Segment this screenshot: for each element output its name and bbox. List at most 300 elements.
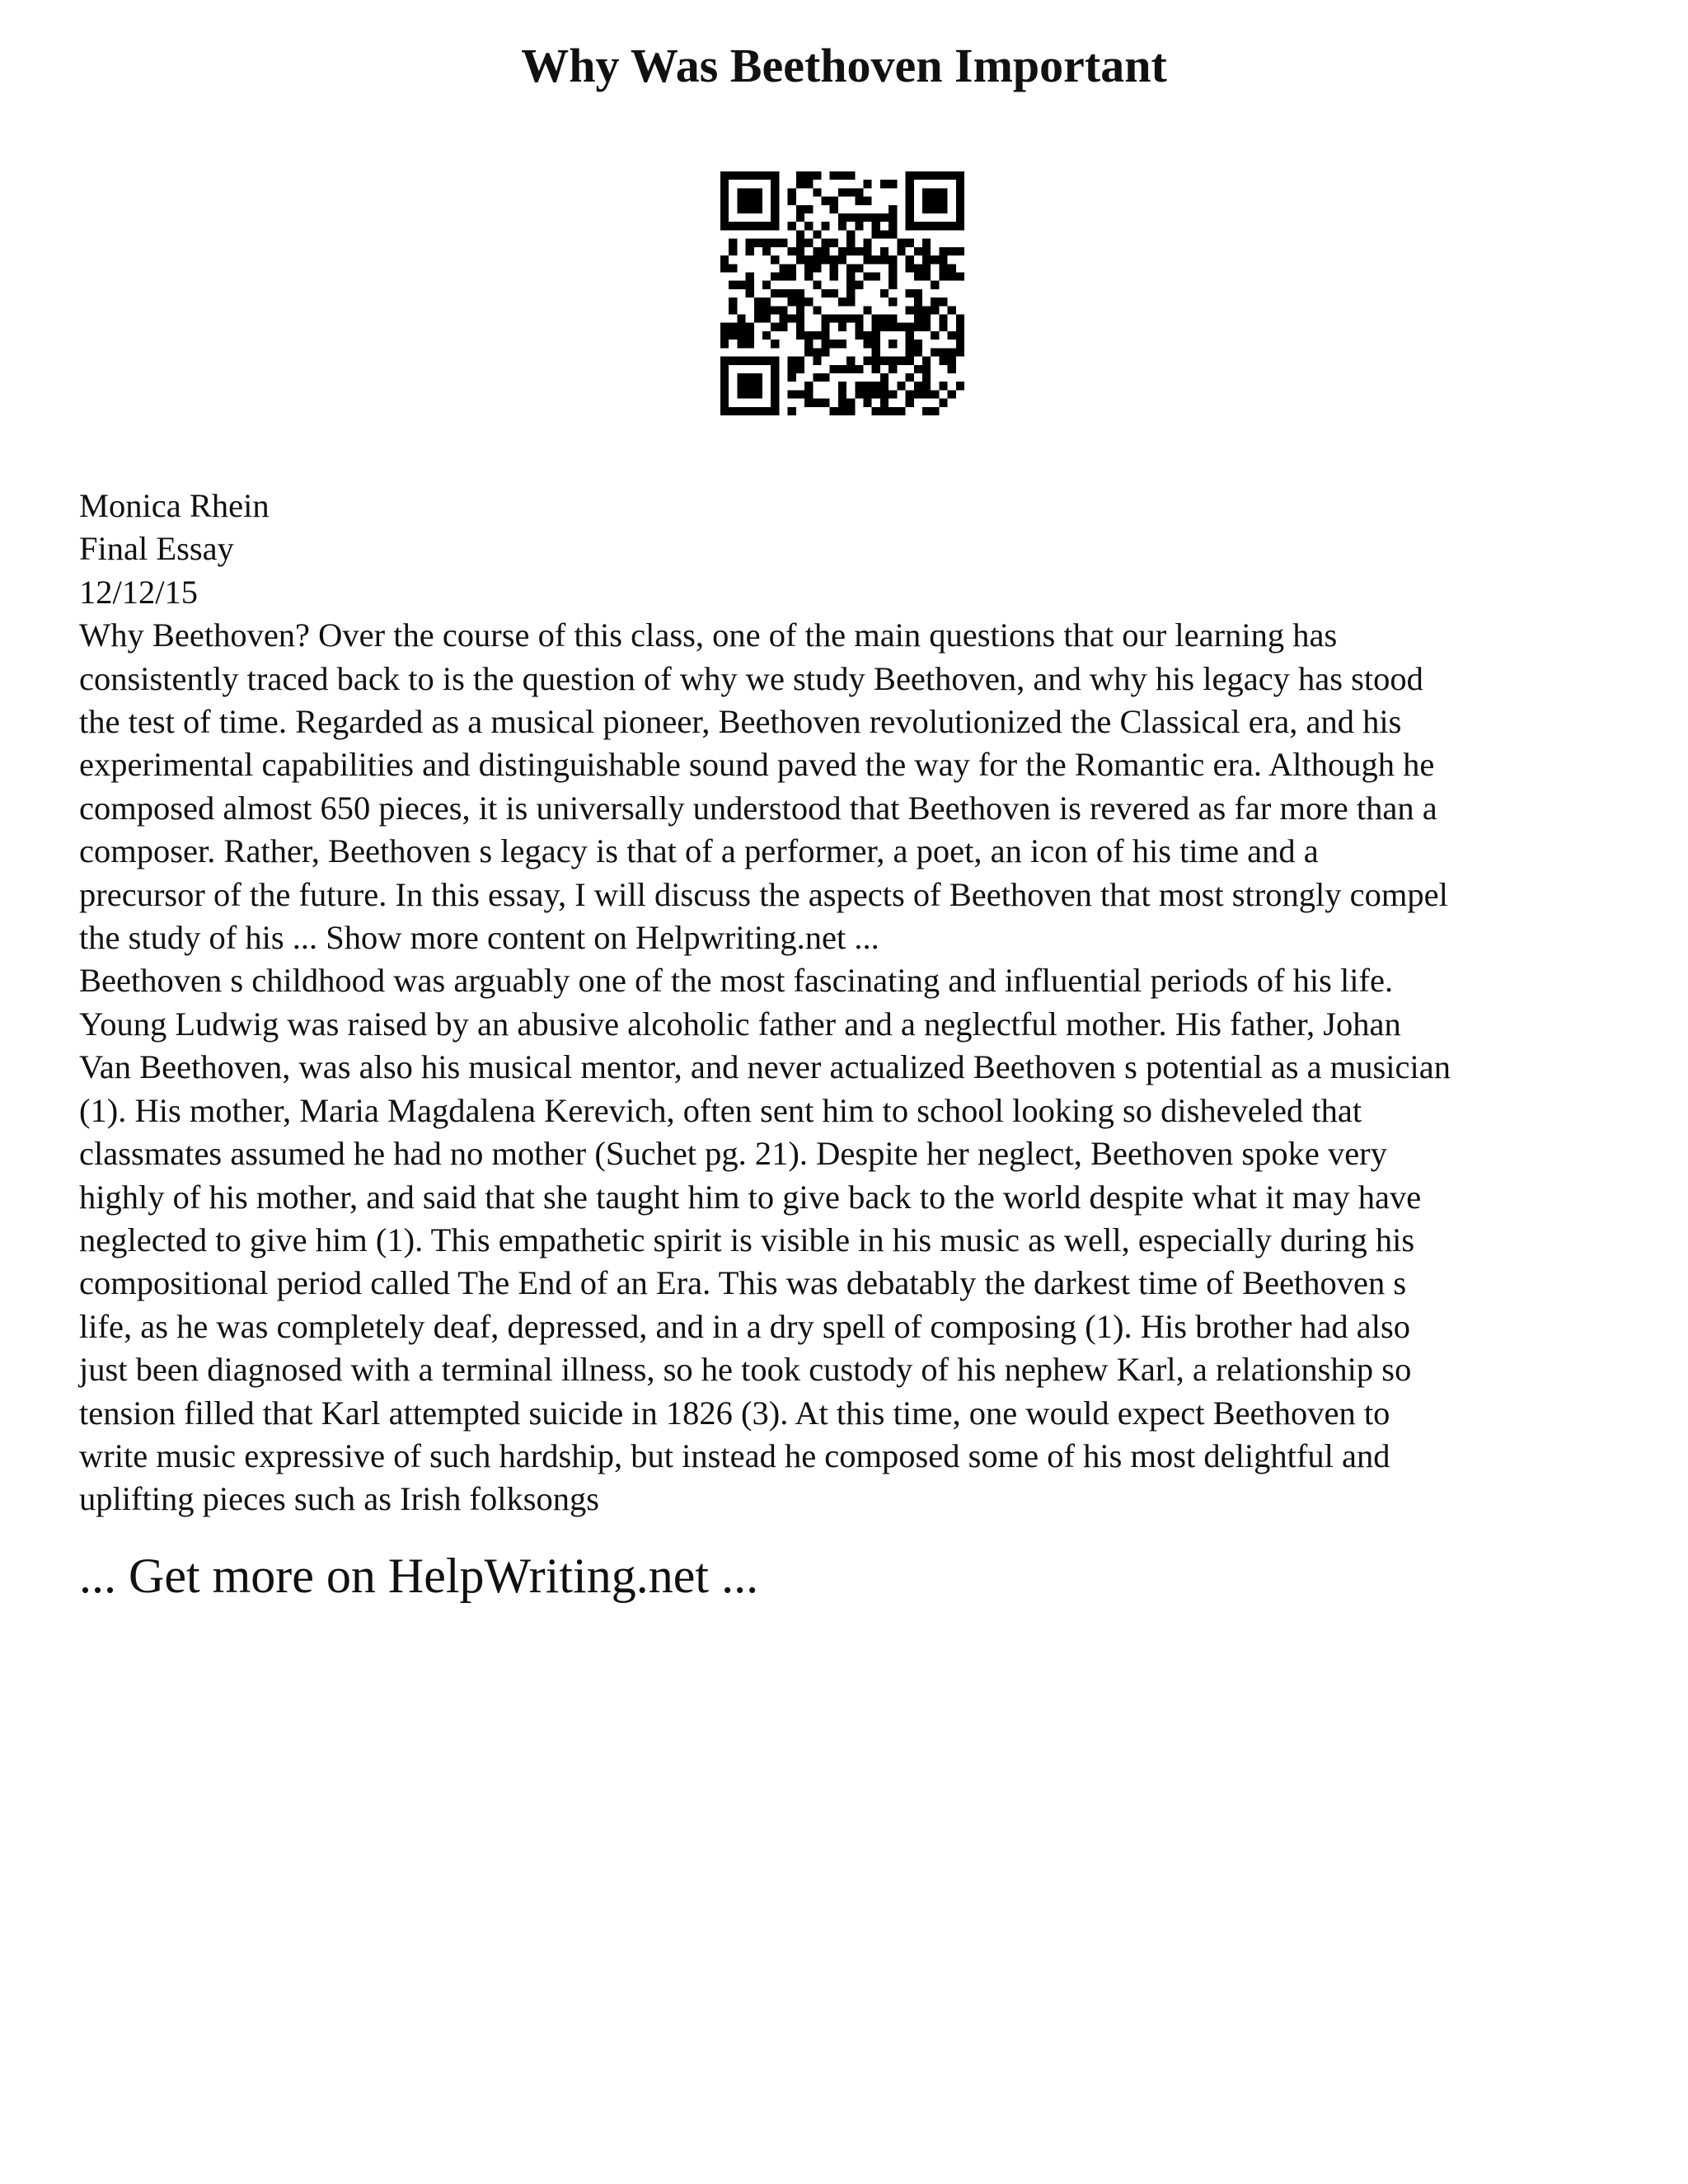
qr-module bbox=[880, 407, 889, 415]
qr-module bbox=[855, 188, 863, 196]
qr-module bbox=[821, 373, 829, 382]
qr-module bbox=[746, 197, 754, 205]
paragraph-2-line: uplifting pieces such as Irish folksongs bbox=[79, 1480, 600, 1518]
qr-module bbox=[906, 171, 914, 180]
qr-module bbox=[788, 390, 796, 398]
qr-module bbox=[737, 222, 745, 230]
qr-module bbox=[804, 171, 813, 180]
qr-module bbox=[830, 197, 838, 205]
qr-module bbox=[796, 306, 804, 314]
qr-module bbox=[914, 289, 922, 298]
author-name: Monica Rhein bbox=[79, 487, 270, 524]
qr-module bbox=[720, 390, 729, 398]
qr-module bbox=[720, 188, 729, 196]
qr-module bbox=[906, 222, 914, 230]
qr-module bbox=[906, 180, 914, 188]
qr-module bbox=[889, 255, 897, 264]
qr-module bbox=[754, 171, 762, 180]
qr-module bbox=[914, 171, 922, 180]
qr-module bbox=[838, 382, 846, 390]
qr-module bbox=[788, 247, 796, 255]
qr-module bbox=[746, 390, 754, 398]
qr-module bbox=[838, 298, 846, 306]
qr-module bbox=[846, 213, 855, 222]
qr-module bbox=[914, 365, 922, 373]
qr-module bbox=[906, 213, 914, 222]
qr-module bbox=[880, 373, 889, 382]
qr-module bbox=[948, 264, 956, 272]
qr-module bbox=[939, 255, 947, 264]
qr-module bbox=[720, 357, 729, 365]
qr-module bbox=[855, 390, 863, 398]
qr-module bbox=[720, 373, 729, 382]
qr-module bbox=[720, 331, 729, 340]
qr-module bbox=[838, 323, 846, 331]
get-more-link[interactable]: ... Get more on HelpWriting.net ... bbox=[79, 1549, 759, 1603]
qr-module bbox=[754, 306, 762, 314]
qr-module bbox=[788, 373, 796, 382]
qr-module bbox=[864, 247, 872, 255]
qr-module bbox=[889, 180, 897, 188]
qr-module bbox=[922, 247, 931, 255]
qr-module bbox=[846, 272, 855, 280]
qr-module bbox=[956, 382, 964, 390]
qr-module bbox=[948, 365, 956, 373]
qr-module bbox=[846, 289, 855, 298]
qr-module bbox=[771, 382, 779, 390]
qr-module bbox=[746, 382, 754, 390]
qr-module bbox=[746, 247, 754, 255]
qr-module bbox=[948, 171, 956, 180]
qr-module bbox=[931, 205, 939, 213]
qr-module bbox=[864, 255, 872, 264]
qr-module bbox=[914, 348, 922, 356]
paragraph-2-line: just been diagnosed with a terminal illness, so he took custody of his nephew Karl, a relationship so bbox=[79, 1351, 1412, 1389]
paragraph-2-line: (1). His mother, Maria Magdalena Kerevich, often sent him to school looking so disheveled that bbox=[79, 1091, 1362, 1129]
qr-module bbox=[771, 222, 779, 230]
qr-module bbox=[864, 180, 872, 188]
qr-module bbox=[939, 298, 947, 306]
qr-module bbox=[754, 197, 762, 205]
qr-module bbox=[872, 390, 880, 398]
qr-module bbox=[914, 272, 922, 280]
qr-module bbox=[804, 348, 813, 356]
qr-module bbox=[939, 323, 947, 331]
paragraph-2-line: highly of his mother, and said that she taught him to give back to the world despite what it may have bbox=[79, 1178, 1422, 1216]
qr-module bbox=[906, 306, 914, 314]
qr-module bbox=[737, 323, 745, 331]
qr-module bbox=[897, 407, 905, 415]
qr-module bbox=[889, 340, 897, 348]
qr-module bbox=[931, 298, 939, 306]
qr-module bbox=[906, 289, 914, 298]
qr-module bbox=[855, 281, 863, 289]
qr-module bbox=[956, 348, 964, 356]
qr-module bbox=[880, 399, 889, 407]
qr-module bbox=[762, 315, 771, 323]
qr-module bbox=[737, 373, 745, 382]
qr-module bbox=[855, 365, 863, 373]
qr-module bbox=[931, 188, 939, 196]
qr-module bbox=[906, 239, 914, 247]
qr-module bbox=[771, 407, 779, 415]
qr-module bbox=[864, 357, 872, 365]
show-more-link[interactable]: the study of his ... Show more content on Helpwriting.net ... bbox=[79, 919, 879, 957]
qr-module bbox=[796, 315, 804, 323]
qr-module bbox=[939, 315, 947, 323]
qr-module bbox=[729, 306, 737, 314]
qr-module bbox=[855, 213, 863, 222]
qr-module bbox=[889, 357, 897, 365]
qr-module bbox=[914, 382, 922, 390]
qr-module bbox=[771, 180, 779, 188]
qr-module bbox=[830, 315, 838, 323]
essay-date: 12/12/15 bbox=[79, 573, 199, 611]
qr-module bbox=[931, 255, 939, 264]
qr-module bbox=[838, 390, 846, 398]
qr-module bbox=[956, 197, 964, 205]
qr-module bbox=[830, 205, 838, 213]
qr-module bbox=[872, 357, 880, 365]
qr-module bbox=[771, 323, 779, 331]
qr-module bbox=[804, 264, 813, 272]
qr-module bbox=[804, 180, 813, 188]
qr-module bbox=[804, 331, 813, 340]
qr-module bbox=[746, 407, 754, 415]
qr-module bbox=[796, 247, 804, 255]
qr-module bbox=[846, 357, 855, 365]
paragraph-1-line: precursor of the future. In this essay, I will discuss the aspects of Beethoven that most strongly compel bbox=[79, 875, 1448, 913]
qr-module bbox=[720, 180, 729, 188]
essay-label: Final Essay bbox=[79, 530, 234, 568]
qr-module bbox=[729, 323, 737, 331]
qr-module bbox=[880, 289, 889, 298]
qr-module bbox=[914, 340, 922, 348]
qr-module bbox=[846, 247, 855, 255]
qr-module bbox=[729, 247, 737, 255]
qr-module bbox=[889, 272, 897, 280]
qr-module bbox=[771, 289, 779, 298]
qr-module bbox=[948, 247, 956, 255]
qr-module bbox=[788, 365, 796, 373]
page-title: Why Was Beethoven Important bbox=[521, 39, 1167, 92]
qr-module bbox=[771, 188, 779, 196]
qr-module bbox=[889, 323, 897, 331]
qr-module bbox=[948, 306, 956, 314]
qr-module bbox=[956, 247, 964, 255]
qr-module bbox=[771, 171, 779, 180]
qr-module bbox=[813, 357, 821, 365]
qr-module bbox=[729, 357, 737, 365]
qr-module bbox=[948, 390, 956, 398]
qr-module bbox=[796, 205, 804, 213]
qr-module bbox=[813, 399, 821, 407]
qr-module bbox=[948, 272, 956, 280]
paragraph-2-line: write music expressive of such hardship, but instead he composed some of his most delightful and bbox=[79, 1436, 1390, 1474]
qr-module bbox=[737, 205, 745, 213]
qr-module bbox=[855, 197, 863, 205]
qr-module bbox=[939, 382, 947, 390]
qr-module bbox=[729, 239, 737, 247]
qr-module bbox=[880, 255, 889, 264]
qr-module bbox=[762, 298, 771, 306]
qr-module bbox=[804, 390, 813, 398]
qr-module bbox=[796, 331, 804, 340]
qr-module bbox=[956, 222, 964, 230]
qr-module bbox=[796, 357, 804, 365]
qr-module bbox=[931, 281, 939, 289]
qr-module bbox=[956, 205, 964, 213]
qr-module bbox=[729, 222, 737, 230]
qr-module bbox=[864, 382, 872, 390]
qr-module bbox=[906, 399, 914, 407]
qr-module bbox=[846, 239, 855, 247]
qr-module bbox=[830, 171, 838, 180]
qr-module bbox=[872, 255, 880, 264]
qr-module bbox=[872, 407, 880, 415]
qr-module bbox=[948, 222, 956, 230]
qr-module bbox=[846, 171, 855, 180]
qr-module bbox=[931, 171, 939, 180]
qr-module bbox=[788, 298, 796, 306]
qr-module bbox=[906, 188, 914, 196]
qr-module bbox=[813, 188, 821, 196]
qr-module bbox=[931, 407, 939, 415]
qr-module bbox=[838, 407, 846, 415]
qr-module bbox=[796, 213, 804, 222]
qr-module bbox=[931, 197, 939, 205]
qr-module bbox=[720, 323, 729, 331]
qr-module bbox=[939, 272, 947, 280]
qr-module bbox=[889, 407, 897, 415]
qr-module bbox=[804, 298, 813, 306]
qr-module bbox=[846, 407, 855, 415]
paragraph-2-line: life, as he was completely deaf, depressed, and in a dry spell of composing (1). His brother had also bbox=[79, 1307, 1411, 1345]
qr-module bbox=[746, 281, 754, 289]
qr-module bbox=[855, 382, 863, 390]
qr-module bbox=[746, 205, 754, 213]
qr-module bbox=[754, 357, 762, 365]
qr-module bbox=[754, 205, 762, 213]
qr-module bbox=[931, 222, 939, 230]
qr-module bbox=[855, 315, 863, 323]
qr-module bbox=[813, 247, 821, 255]
qr-module bbox=[855, 323, 863, 331]
qr-module bbox=[914, 264, 922, 272]
qr-module bbox=[922, 390, 931, 398]
qr-module bbox=[788, 357, 796, 365]
qr-module bbox=[872, 323, 880, 331]
qr-module bbox=[897, 323, 905, 331]
qr-module bbox=[897, 357, 905, 365]
qr-module bbox=[897, 239, 905, 247]
qr-module bbox=[771, 205, 779, 213]
qr-module bbox=[922, 188, 931, 196]
qr-module bbox=[754, 315, 762, 323]
qr-module bbox=[788, 197, 796, 205]
qr-module bbox=[813, 171, 821, 180]
paragraph-2-line: classmates assumed he had no mother (Suchet pg. 21). Despite her neglect, Beethoven spoke very bbox=[79, 1135, 1387, 1173]
qr-module bbox=[804, 222, 813, 230]
qr-module bbox=[864, 213, 872, 222]
qr-module bbox=[956, 171, 964, 180]
qr-module bbox=[855, 264, 863, 272]
qr-module bbox=[922, 357, 931, 365]
qr-module bbox=[922, 306, 931, 314]
qr-module bbox=[939, 348, 947, 356]
qr-module bbox=[889, 315, 897, 323]
qr-module bbox=[746, 373, 754, 382]
qr-module bbox=[880, 230, 889, 238]
qr-module bbox=[746, 239, 754, 247]
qr-module bbox=[821, 289, 829, 298]
qr-module bbox=[906, 373, 914, 382]
qr-module bbox=[838, 340, 846, 348]
qr-module bbox=[813, 373, 821, 382]
qr-module bbox=[737, 281, 745, 289]
qr-module bbox=[939, 197, 947, 205]
qr-module bbox=[922, 407, 931, 415]
qr-module bbox=[821, 331, 829, 340]
qr-module bbox=[788, 407, 796, 415]
qr-module bbox=[813, 331, 821, 340]
qr-module bbox=[754, 407, 762, 415]
qr-module bbox=[729, 331, 737, 340]
qr-module bbox=[889, 281, 897, 289]
qr-module bbox=[821, 348, 829, 356]
qr-module bbox=[838, 365, 846, 373]
qr-module bbox=[788, 315, 796, 323]
qr-module bbox=[880, 213, 889, 222]
qr-module bbox=[939, 205, 947, 213]
qr-module bbox=[830, 255, 838, 264]
qr-module bbox=[889, 298, 897, 306]
qr-module bbox=[897, 382, 905, 390]
qr-module bbox=[779, 315, 787, 323]
qr-module bbox=[872, 272, 880, 280]
qr-module bbox=[771, 213, 779, 222]
qr-module bbox=[788, 272, 796, 280]
qr-module bbox=[788, 289, 796, 298]
qr-module bbox=[880, 357, 889, 365]
qr-module bbox=[846, 365, 855, 373]
qr-module bbox=[746, 188, 754, 196]
qr-module bbox=[771, 340, 779, 348]
qr-module bbox=[746, 289, 754, 298]
qr-module bbox=[804, 272, 813, 280]
qr-module bbox=[956, 315, 964, 323]
qr-module bbox=[889, 390, 897, 398]
qr-module bbox=[864, 331, 872, 340]
qr-module bbox=[889, 205, 897, 213]
qr-module bbox=[830, 340, 838, 348]
qr-module bbox=[889, 222, 897, 230]
qr-module bbox=[939, 264, 947, 272]
qr-module bbox=[737, 197, 745, 205]
paragraph-2-line: Young Ludwig was raised by an abusive alcoholic father and a neglectful mother. His father, Johan bbox=[79, 1005, 1401, 1043]
qr-module bbox=[804, 340, 813, 348]
qr-module bbox=[864, 399, 872, 407]
qr-module bbox=[922, 205, 931, 213]
qr-module bbox=[956, 213, 964, 222]
qr-module bbox=[922, 272, 931, 280]
paragraph-2-line: compositional period called The End of an Era. This was debatably the darkest time of Beethoven s bbox=[79, 1264, 1407, 1302]
qr-module bbox=[922, 373, 931, 382]
qr-module bbox=[931, 348, 939, 356]
qr-module bbox=[880, 315, 889, 323]
qr-module bbox=[864, 390, 872, 398]
qr-module bbox=[931, 306, 939, 314]
qr-module bbox=[821, 315, 829, 323]
qr-module bbox=[906, 331, 914, 340]
qr-module bbox=[729, 298, 737, 306]
paragraph-1-line: experimental capabilities and distinguishable sound paved the way for the Romantic era. Although he bbox=[79, 746, 1435, 784]
qr-module bbox=[939, 399, 947, 407]
qr-module bbox=[922, 197, 931, 205]
qr-module bbox=[771, 357, 779, 365]
qr-module bbox=[922, 255, 931, 264]
paragraph-1-line: composed almost 650 pieces, it is universally understood that Beethoven is revered as far more than a bbox=[79, 789, 1437, 827]
qr-module bbox=[830, 365, 838, 373]
qr-module bbox=[872, 365, 880, 373]
qr-module bbox=[838, 255, 846, 264]
qr-module bbox=[720, 205, 729, 213]
qr-module bbox=[771, 373, 779, 382]
qr-module bbox=[796, 171, 804, 180]
paragraph-1-line: the test of time. Regarded as a musical pioneer, Beethoven revolutionized the Classical era, and his bbox=[79, 703, 1402, 741]
qr-module bbox=[720, 382, 729, 390]
qr-module bbox=[796, 365, 804, 373]
qr-module bbox=[914, 323, 922, 331]
qr-module bbox=[948, 331, 956, 340]
qr-module bbox=[821, 247, 829, 255]
qr-module bbox=[788, 264, 796, 272]
qr-module bbox=[956, 272, 964, 280]
qr-module bbox=[838, 222, 846, 230]
qr-module bbox=[846, 315, 855, 323]
qr-module bbox=[788, 188, 796, 196]
qr-module bbox=[762, 331, 771, 340]
qr-module bbox=[889, 264, 897, 272]
qr-module bbox=[779, 289, 787, 298]
qr-module bbox=[821, 323, 829, 331]
qr-module bbox=[729, 171, 737, 180]
qr-module bbox=[906, 357, 914, 365]
qr-module bbox=[889, 365, 897, 373]
qr-module bbox=[906, 348, 914, 356]
qr-module bbox=[746, 340, 754, 348]
essay-body bbox=[79, 485, 1629, 1521]
qr-module bbox=[729, 281, 737, 289]
qr-module bbox=[830, 289, 838, 298]
qr-module bbox=[948, 357, 956, 365]
qr-module bbox=[813, 306, 821, 314]
qr-module bbox=[804, 255, 813, 264]
qr-module bbox=[956, 331, 964, 340]
qr-module bbox=[720, 399, 729, 407]
qr-module bbox=[737, 382, 745, 390]
paragraph-2-line: neglected to give him (1). This empathetic spirit is visible in his music as well, especially during his bbox=[79, 1221, 1415, 1258]
qr-module bbox=[922, 323, 931, 331]
qr-module bbox=[720, 407, 729, 415]
qr-module bbox=[796, 390, 804, 398]
qr-module bbox=[821, 255, 829, 264]
qr-module bbox=[813, 281, 821, 289]
qr-module bbox=[720, 222, 729, 230]
qr-module bbox=[880, 382, 889, 390]
qr-module bbox=[762, 239, 771, 247]
qr-module bbox=[729, 264, 737, 272]
